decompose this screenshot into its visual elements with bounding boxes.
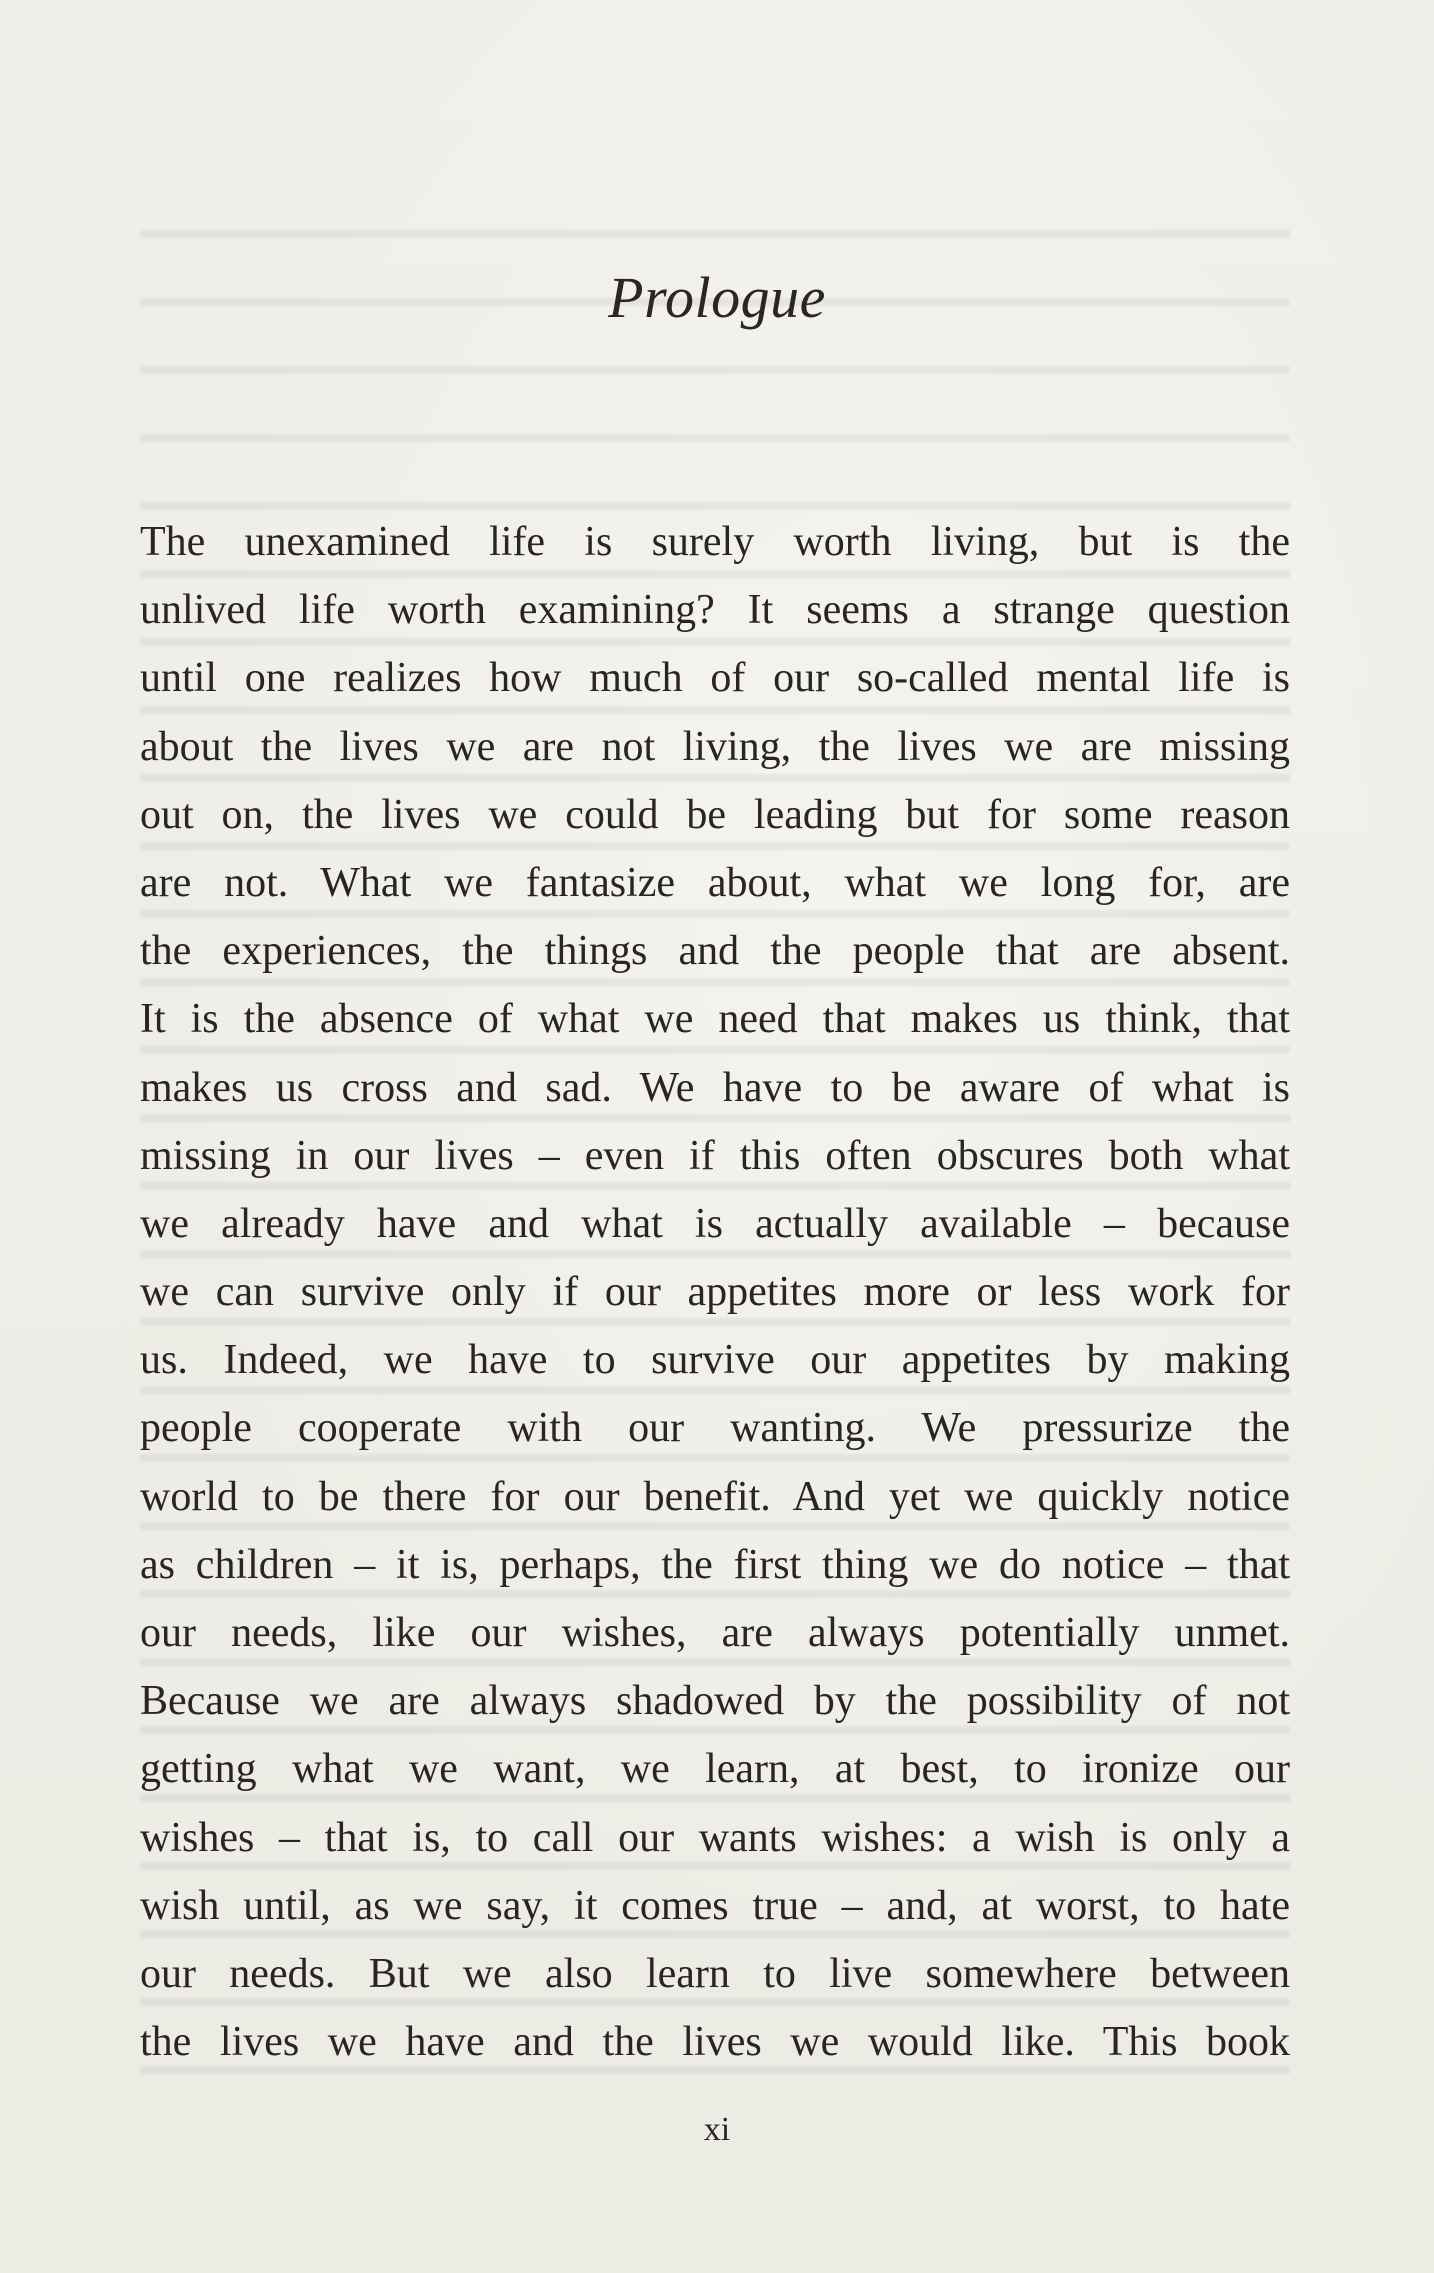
text-line: unlived life worth examining? It seems a strange question — [140, 587, 1290, 634]
chapter-title: Prologue — [608, 265, 826, 330]
page-number: xi — [703, 2111, 731, 2148]
text-line: our needs. But we also learn to live somewhere between — [140, 1950, 1290, 1997]
text-line: us. Indeed, we have to survive our appetites by making — [140, 1337, 1290, 1384]
text-line: people cooperate with our wanting. We pressurize the — [140, 1405, 1290, 1452]
text-line: makes us cross and sad. We have to be aware of what is — [140, 1064, 1290, 1111]
text-line: The unexamined life is surely worth living, but is the — [140, 519, 1290, 565]
text-line: wishes – that is, to call our wants wishes: a wish is only a — [140, 1814, 1290, 1861]
text-line: about the lives we are not living, the lives we are missing — [140, 723, 1290, 770]
text-line: the experiences, the things and the people that are absent. — [140, 928, 1290, 975]
text-line: getting what we want, we learn, at best, to ironize our — [140, 1746, 1290, 1793]
text-line: world to be there for our benefit. And yet we quickly notice — [140, 1473, 1290, 1520]
text-line: wish until, as we say, it comes true – and, at worst, to hate — [140, 1882, 1290, 1929]
body-text — [140, 508, 1290, 2076]
text-line: our needs, like our wishes, are always potentially unmet. — [140, 1610, 1290, 1656]
text-line: we can survive only if our appetites more or less work for — [140, 1269, 1290, 1316]
text-line: It is the absence of what we need that makes us think, that — [140, 996, 1290, 1043]
text-line: the lives we have and the lives we would like. This book — [140, 2019, 1290, 2066]
text-line: until one realizes how much of our so-called mental life is — [140, 655, 1290, 702]
text-line: are not. What we fantasize about, what we long for, are — [140, 859, 1290, 906]
text-line: Because we are always shadowed by the possibility of not — [140, 1678, 1290, 1725]
text-line: out on, the lives we could be leading but for some reason — [140, 791, 1290, 838]
text-line: we already have and what is actually available – because — [140, 1200, 1290, 1247]
text-line: as children – it is, perhaps, the first thing we do notice – that — [140, 1541, 1290, 1588]
text-line: missing in our lives – even if this often obscures both what — [140, 1132, 1290, 1179]
